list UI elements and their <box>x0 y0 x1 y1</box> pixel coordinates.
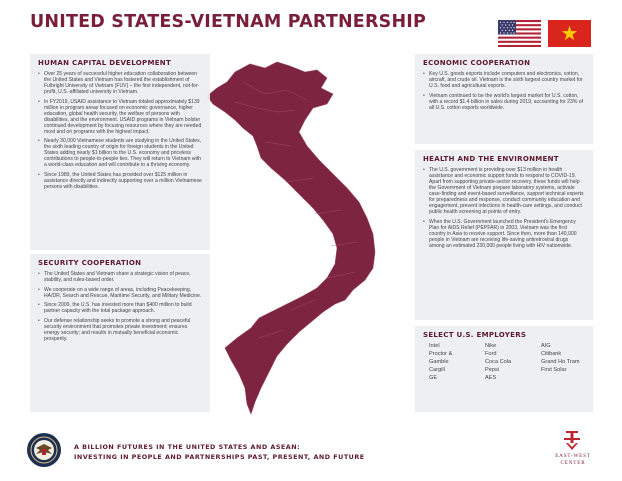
list-item: • Since 1989, the United States has provided over $125 million in assistance directly and indirectly supporting over a million Vietnamese persons with disabilities. <box>38 172 202 190</box>
employers-grid <box>423 343 585 382</box>
economic-heading: ECONOMIC COOPERATION <box>423 59 531 67</box>
employer-name: Proctor & <box>429 351 453 357</box>
economic-panel <box>415 54 593 144</box>
east-west-center-logo-icon <box>560 430 584 452</box>
list-item: • Nearly 30,000 Vietnamese students are studying in the United States, the sixth leading country of origin for foreign students in the United States adding nearly $1 billion to the U.S. economy and priceless contributions to people-to-people ties. They will return to Vietnam with a world-class education and will contribute to a thriving economy. <box>38 138 202 168</box>
employer-name: Cargill <box>429 367 445 373</box>
list-item: • The U.S. government is providing over $13 million in health assistance and economic support funds to respond to COVID-19. Apart from supporting private-sector recovery, these funds will help the Government of Vietnam prepare laboratory systems, activate case-finding and event-based surveillance, support technical experts for preparedness and response, conduct community education and engagement, prevent infections in health-care settings, and conduct public health screening at points of entry. <box>423 167 585 215</box>
org-line-1: EAST-WEST <box>555 453 591 459</box>
list-item: • Vietnam continued to be the world's largest market for U.S. cotton, with a record $1.4 billion in sales during 2019, accounting for 23% of all U.S. cotton exports worldwide. <box>423 93 585 111</box>
employer-name: AIG <box>541 343 551 349</box>
list-item: • Since 2009, the U.S. has invested more than $400 million to build partner capacity with the total package approach. <box>38 302 202 314</box>
list-item: • Over 25 years of successful higher education collaboration between the United States and Vietnam has fostered the establishment of Fulbright University of Vietnam (FUV) – the first independent, not-for-profit, U.S.-affiliated university in Vietnam. <box>38 71 202 95</box>
employers-heading: SELECT U.S. EMPLOYERS <box>423 331 527 339</box>
us-flag-icon <box>498 20 541 47</box>
list-item: • Key U.S. goods exports include computers and electronics, cotton, aircraft, and crude oil. Vietnam is the sixth largest country market for U.S. food and agricultural exports. <box>423 71 585 89</box>
employer-name: Gamble <box>429 359 449 365</box>
employer-name: Nike <box>485 343 497 349</box>
employers-panel <box>415 326 593 412</box>
employer-name: Coca Cola <box>485 359 512 365</box>
footer-line-1: A BILLION FUTURES IN THE UNITED STATES AND ASEAN: <box>74 443 301 451</box>
state-department-seal-icon <box>26 432 62 468</box>
employer-name: Ford <box>485 351 497 357</box>
employer-name: First Solar <box>541 367 567 373</box>
footer-line-2: INVESTING IN PEOPLE AND PARTNERSHIPS PAST, PRESENT, AND FUTURE <box>74 453 365 461</box>
employer-name: AES <box>485 375 497 381</box>
list-item: • When the U.S. Government launched the President's Emergency Plan for AIDS Relief (PEPFAR) in 2003, Vietnam was the first country in Asia to receive support. Since then, more than 140,000 people in Vietnam are receiving life-saving antiretroviral drugs among an estimated 230,000 people living with HIV nationwide. <box>423 219 585 249</box>
human-capital-panel <box>30 54 210 250</box>
footer-tagline <box>74 442 365 462</box>
page-title: UNITED STATES-VIETNAM PARTNERSHIP <box>30 12 427 32</box>
security-panel <box>30 254 210 412</box>
list-item: • We cooperate on a wide range of areas, including Peacekeeping, HA/DR, Search and Rescue, Maritime Security, and Military Medicine. <box>38 287 202 299</box>
org-line-2: CENTER <box>560 459 586 466</box>
east-west-center-wordmark <box>545 453 601 466</box>
health-panel <box>415 150 593 320</box>
list-item: • Our defense relationship seeks to promote a strong and peaceful security environment that promotes private investment; ensures energy security; and results in mutually beneficial economic prosperity. <box>38 318 202 342</box>
list-item: • The United States and Vietnam share a strategic vision of peace, stability, and rules-based order. <box>38 271 202 283</box>
health-heading: HEALTH AND THE ENVIRONMENT <box>423 155 559 163</box>
vietnam-map <box>195 42 425 424</box>
employer-name: Pepsi <box>485 367 499 373</box>
employer-name: Citibank <box>541 351 562 357</box>
employer-name: Intel <box>429 343 440 349</box>
employer-name: GE <box>429 375 438 381</box>
security-heading: SECURITY COOPERATION <box>38 259 142 267</box>
human-capital-heading: HUMAN CAPITAL DEVELOPMENT <box>38 59 172 67</box>
list-item: • In FY2019, USAID assistance to Vietnam totaled approximately $139 million in program areas focused on economic governance, higher education, global health security, the welfare of persons with disabilities, and the environment. USAID programs in Vietnam bolster continued development by focusing resources where they are needed most and on programs with the highest impact. <box>38 99 202 135</box>
vietnam-flag-icon <box>548 20 591 47</box>
employer-name: Grand Ho Tram <box>541 359 580 365</box>
